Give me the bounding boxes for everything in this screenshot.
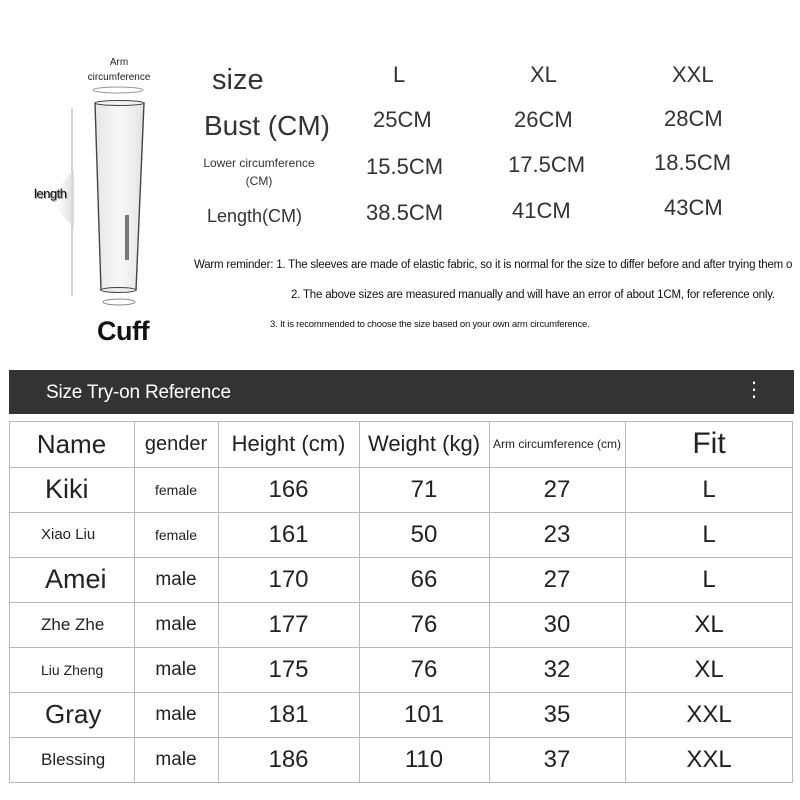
length-row-label: Length(CM)	[207, 206, 303, 226]
lower-xxl: 18.5CM	[654, 150, 732, 175]
table-cell-height: 166	[268, 475, 309, 503]
lower-xl: 17.5CM	[508, 152, 586, 177]
table-cell-fit: XXL	[686, 700, 732, 728]
sleeve-illustration	[0, 0, 200, 330]
table-cell-fit: L	[702, 565, 716, 593]
reference-title: Size Try-on Reference	[46, 382, 231, 403]
table-cell-fit: L	[702, 520, 716, 548]
arm-circumference-label: Arm circumference	[87, 57, 151, 83]
size-col-xl: XL	[530, 62, 557, 87]
reference-header-bar	[9, 370, 794, 414]
column-header-name: Name	[36, 428, 107, 459]
column-header-fit: Fit	[692, 427, 726, 460]
bust-row-label: Bust (CM)	[204, 110, 330, 141]
table-cell-weight: 101	[403, 700, 445, 728]
try-on-reference-table	[9, 421, 793, 783]
table-cell-arm-circumference: 35	[543, 700, 571, 728]
table-cell-gender: male	[155, 613, 197, 635]
column-header-height: Height (cm)	[231, 431, 346, 456]
table-cell-height: 175	[268, 655, 309, 683]
table-cell-height: 177	[268, 610, 309, 638]
bust-xxl: 28CM	[664, 106, 723, 131]
table-cell-weight: 50	[410, 520, 438, 548]
length-xxl: 43CM	[664, 195, 723, 220]
table-cell-name: Blessing	[41, 750, 106, 769]
size-col-xxl: XXL	[672, 62, 714, 87]
table-cell-gender: male	[155, 658, 197, 680]
table-cell-gender: male	[155, 703, 197, 725]
size-col-l: L	[393, 62, 406, 87]
table-cell-name: Xiao Liu	[41, 526, 96, 543]
table-cell-height: 181	[268, 700, 309, 728]
lower-circumference-row-label: Lower circumference (CM)	[203, 156, 315, 188]
table-cell-height: 186	[268, 746, 309, 773]
table-cell-arm-circumference: 23	[543, 520, 571, 548]
table-cell-name: Zhe Zhe	[41, 614, 105, 634]
table-cell-arm-circumference: 30	[543, 610, 571, 638]
table-cell-name: Amei	[45, 564, 107, 594]
sleeve-diagram	[0, 0, 200, 360]
bust-xl: 26CM	[514, 107, 573, 132]
length-xl: 41CM	[512, 198, 571, 223]
warm-reminder-note-2: 2. The above sizes are measured manually and will have an error of about 1CM, for reference only.	[291, 289, 775, 301]
table-cell-gender: female	[154, 526, 198, 543]
column-header-gender: gender	[144, 432, 208, 455]
table-cell-name: Kiki	[45, 474, 89, 504]
table-cell-fit: XXL	[686, 746, 732, 773]
size-header-label: size	[212, 64, 264, 96]
table-cell-fit: L	[702, 475, 716, 503]
table-cell-gender: female	[154, 481, 198, 498]
length-l: 38.5CM	[366, 200, 444, 225]
column-header-weight: Weight (kg)	[367, 431, 481, 456]
table-cell-fit: XL	[694, 655, 724, 683]
table-cell-weight: 110	[404, 746, 444, 773]
more-vertical-icon[interactable]: ⋮	[744, 379, 764, 401]
cuff-label: Cuff	[97, 316, 149, 346]
table-cell-arm-circumference: 27	[543, 565, 571, 593]
table-cell-height: 170	[268, 565, 309, 593]
table-cell-weight: 76	[410, 610, 438, 638]
warm-reminder-note-1: Warm reminder: 1. The sleeves are made of elastic fabric, so it is normal for the size to differ before and after trying them o	[194, 259, 793, 271]
table-cell-weight: 71	[410, 475, 438, 503]
table-cell-gender: male	[155, 749, 197, 770]
table-cell-name: Gray	[45, 699, 102, 729]
table-cell-arm-circumference: 32	[543, 655, 571, 683]
column-header-arm-circumference: Arm circumference (cm)	[492, 437, 621, 451]
bust-l: 25CM	[373, 107, 432, 132]
table-cell-weight: 76	[410, 655, 438, 683]
warm-reminder-note-3: 3. It is recommended to choose the size based on your own arm circumference.	[270, 319, 590, 330]
table-cell-arm-circumference: 37	[543, 746, 571, 773]
table-cell-height: 161	[268, 520, 309, 548]
table-cell-weight: 66	[410, 565, 438, 593]
table-cell-fit: XL	[694, 610, 724, 638]
length-label: length	[34, 186, 67, 201]
table-cell-gender: male	[155, 568, 197, 590]
lower-l: 15.5CM	[366, 154, 444, 179]
table-cell-name: Liu Zheng	[41, 661, 104, 678]
table-cell-arm-circumference: 27	[543, 475, 571, 503]
